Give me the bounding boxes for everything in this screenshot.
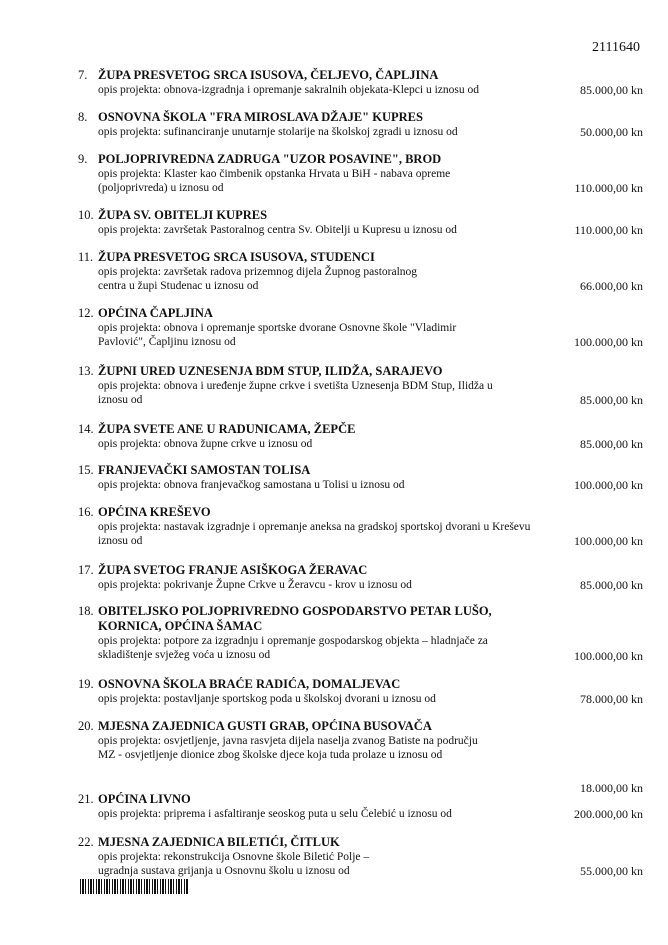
item-amount: 85.000,00 kn [580,393,643,407]
item-amount: 85.000,00 kn [580,83,643,97]
item-description: opis projekta: obnova i opremanje sportske dvorane Osnovne škole "Vladimir Pavlović", Čapljinu iznosu od [98,322,457,348]
item-title: MJESNA ZAJEDNICA BILETIĆI, ČITLUK [98,835,340,849]
item-title: ŽUPA PRESVETOG SRCA ISUSOVA, STUDENCI [98,250,375,264]
item-amount: 100.000,00 kn [574,478,643,492]
list-item [78,563,643,593]
item-number: 11. [78,250,94,264]
list-item [78,110,643,140]
list-item [78,306,643,351]
item-number: 10. [78,208,94,222]
item-title: MJESNA ZAJEDNICA GUSTI GRAB, OPĆINA BUSOVAČA [98,719,432,733]
item-title: ŽUPNI URED UZNESENJA BDM STUP, ILIDŽA, SARAJEVO [98,364,443,378]
item-title: FRANJEVAČKI SAMOSTAN TOLISA [98,463,311,477]
document-number: 2111640 [592,40,640,55]
item-description: opis projekta: postavljanje sportskog poda u školskoj dvorani u iznosu od [98,693,436,705]
item-number: 12. [78,306,94,320]
item-number: 8. [78,110,88,124]
list-item [78,364,643,409]
item-description: opis projekta: završetak Pastoralnog centra Sv. Obitelji u Kupresu u iznosu od [98,224,457,236]
item-description: opis projekta: obnova župne crkve u iznosu od [98,438,313,450]
item-description: opis projekta: priprema i asfaltiranje seoskog puta u selu Čelebić u iznosu od [98,808,452,820]
item-amount: 85.000,00 kn [580,578,643,592]
item-title: OBITELJSKO POLJOPRIVREDNO GOSPODARSTVO PETAR LUŠO, KORNICA, OPĆINA ŠAMAC [98,604,492,633]
list-item [78,677,643,707]
item-title: ŽUPA PRESVETOG SRCA ISUSOVA, ČELJEVO, ČAPLJINA [98,68,439,82]
item-number: 20. [78,719,94,733]
list-item [78,152,643,197]
item-number: 14. [78,422,94,436]
item-description: opis projekta: rekonstrukcija Osnovne škole Biletić Polje – ugradnja sustava grijanja u Osnovnu školu u iznosu od [98,851,370,877]
list-item [78,604,643,664]
item-title: ŽUPA SV. OBITELJI KUPRES [98,208,268,222]
item-description: opis projekta: nastavak izgradnje i opremanje aneksa na gradskoj sportskoj dvorani u Kreševu iznosu od [98,521,531,547]
barcode [80,879,188,894]
item-title: OPĆINA KREŠEVO [98,505,211,519]
item-number: 21. [78,792,94,806]
list-item [78,505,643,550]
item-number: 18. [78,604,94,618]
item-amount: 200.000,00 kn [574,807,643,821]
item-description: opis projekta: obnova franjevačkog samostana u Tolisi u iznosu od [98,479,405,491]
item-description: opis projekta: potpore za izgradnju i opremanje gospodarskog objekta – hladnjače za skladištenje svježeg voća u iznosu od [98,635,488,661]
list-item [78,463,643,493]
list-item [78,835,643,880]
item-number: 17. [78,563,94,577]
item-number: 19. [78,677,94,691]
item-number: 9. [78,152,88,166]
item-description: opis projekta: sufinanciranje unutarnje stolarije na školskoj zgradi u iznosu od [98,126,458,138]
list-item [78,719,643,794]
item-amount: 55.000,00 kn [580,864,643,878]
item-description: opis projekta: osvjetljenje, javna rasvjeta dijela naselja zvanog Batiste na području MZ - osvjetljenje dionice zbog školske djece koja tuda prolaze u iznosu od [98,735,478,761]
item-title: ŽUPA SVETE ANE U RADUNICAMA, ŽEPČE [98,422,356,436]
item-title: ŽUPA SVETOG FRANJE ASIŠKOGA ŽERAVAC [98,563,368,577]
item-amount: 85.000,00 kn [580,437,643,451]
item-description: opis projekta: obnova i uređenje župne crkve i svetišta Uznesenja BDM Stup, Ilidža u iznosu od [98,380,493,406]
list-item [78,68,643,98]
item-title: OPĆINA ČAPLJINA [98,306,213,320]
item-number: 16. [78,505,94,519]
item-description: opis projekta: obnova-izgradnja i opremanje sakralnih objekata-Klepci u iznosu od [98,84,479,96]
item-description: opis projekta: Klaster kao čimbenik opstanka Hrvata u BiH - nabava opreme (poljoprivreda) u iznosu od [98,168,451,194]
item-number: 15. [78,463,94,477]
item-amount: 100.000,00 kn [574,534,643,548]
item-title: OSNOVNA ŠKOLA "FRA MIROSLAVA DŽAJE" KUPRES [98,110,423,124]
item-title: OSNOVNA ŠKOLA BRAĆE RADIĆA, DOMALJEVAC [98,677,401,691]
item-title: OPĆINA LIVNO [98,792,191,806]
item-amount: 78.000,00 kn [580,692,643,706]
item-amount: 50.000,00 kn [580,125,643,139]
list-item [78,250,643,295]
item-description: opis projekta: završetak radova prizemnog dijela Župnog pastoralnog centra u župi Studenac u iznosu od [98,266,418,292]
list-item [78,422,643,452]
list-item [78,208,643,238]
item-amount: 100.000,00 kn [574,649,643,663]
item-number: 7. [78,68,88,82]
item-amount: 66.000,00 kn [580,279,643,293]
item-amount: 18.000,00 kn [580,781,643,795]
list-item [78,792,643,822]
item-description: opis projekta: pokrivanje Župne Crkve u Žeravcu - krov u iznosu od [98,579,412,591]
item-number: 22. [78,835,94,849]
item-amount: 100.000,00 kn [574,335,643,349]
item-number: 13. [78,364,94,378]
item-amount: 110.000,00 kn [574,223,643,237]
item-title: POLJOPRIVREDNA ZADRUGA "UZOR POSAVINE", BROD [98,152,442,166]
item-amount: 110.000,00 kn [574,181,643,195]
